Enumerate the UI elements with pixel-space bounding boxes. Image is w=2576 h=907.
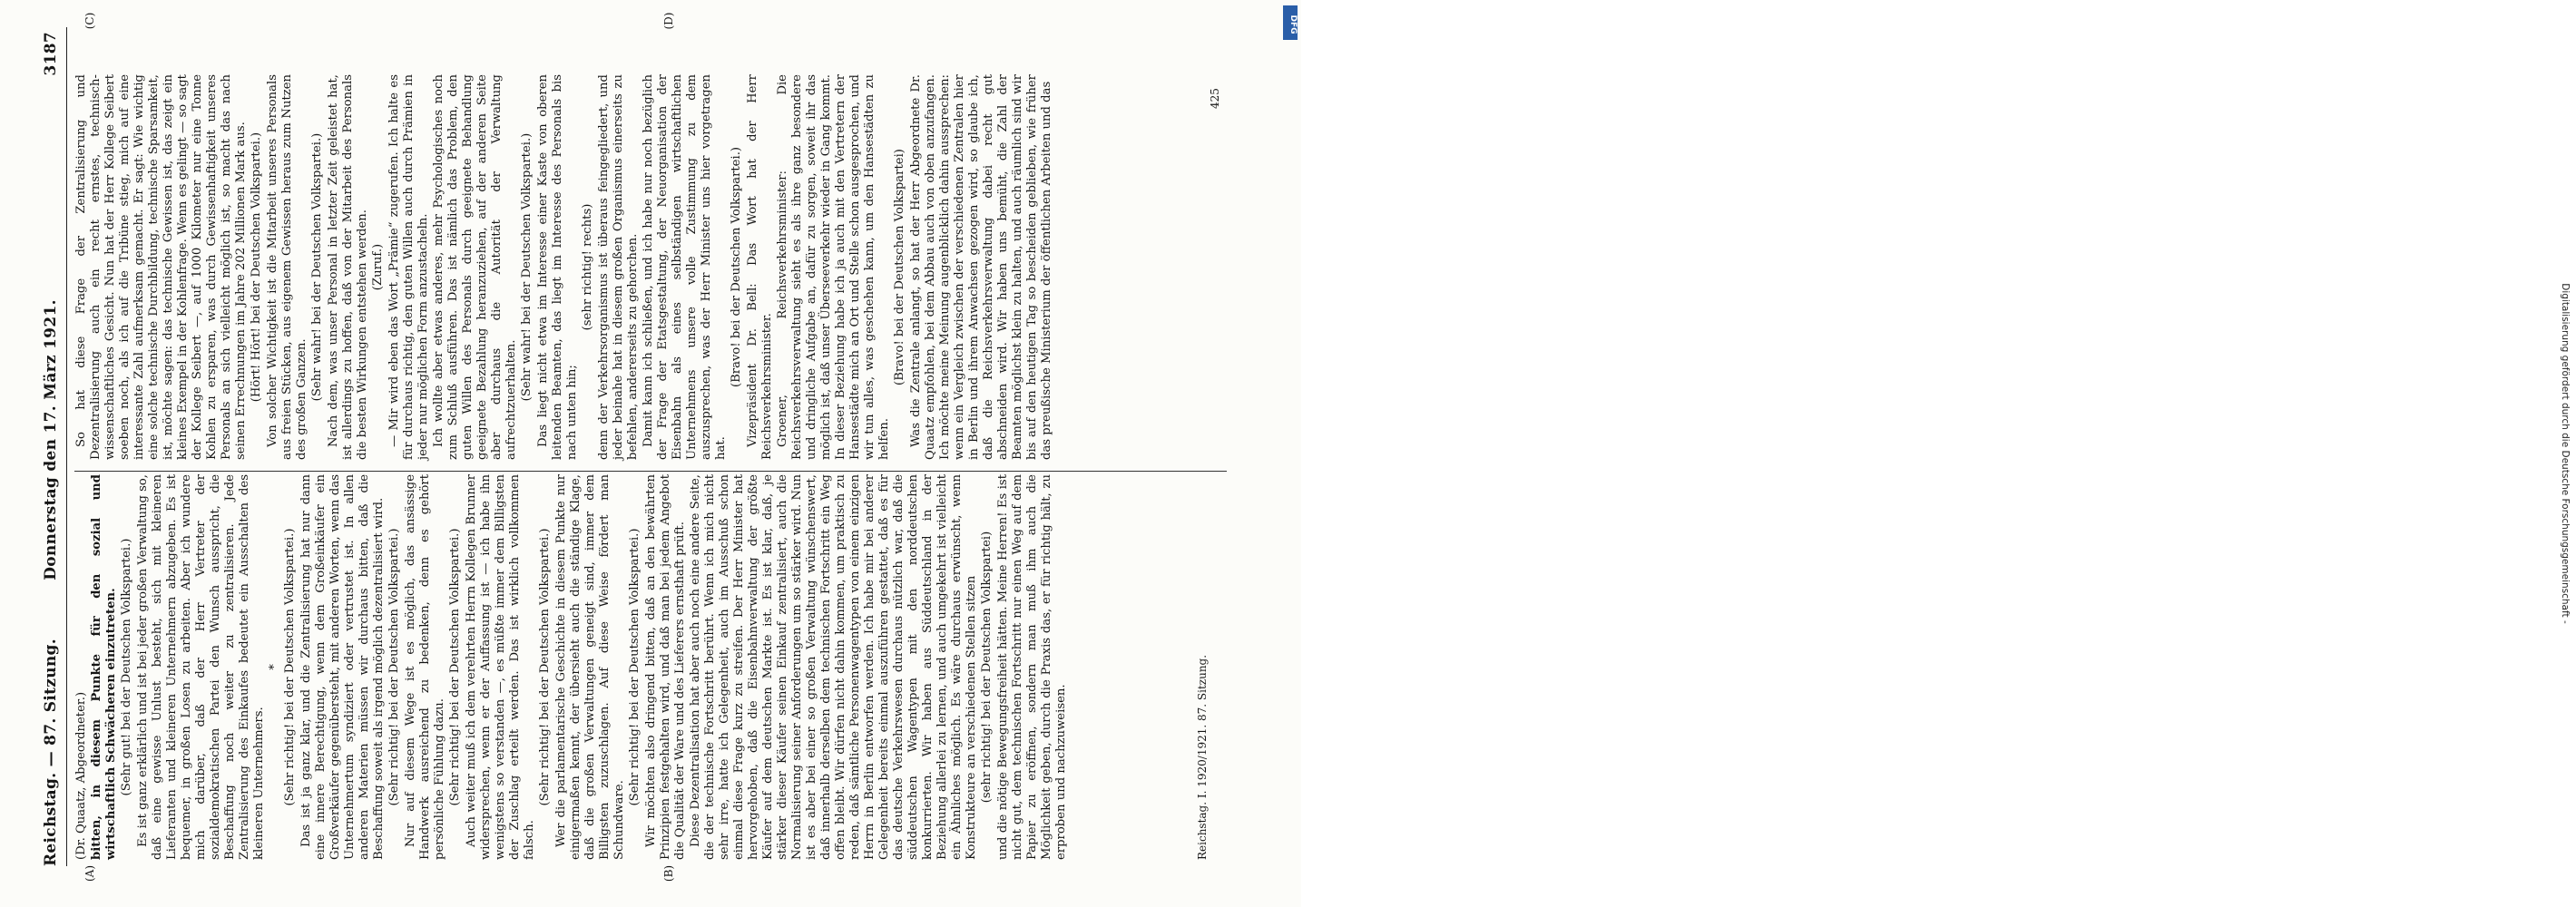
paragraph: Groener, Reichsverkehrsminister: Die Reichsverkehrsverwaltung sieht es als ihre ganz besondere und dringliche Aufgabe an, dafür zu sorgen, soweit ihr das möglich ist, daß unser Überseeverkehr wieder in Gang kommt. In dieser Beziehung habe ich ja auch mit den Vertretern der Hansestädte mich an Ort und Stelle schon ausgesprochen, und wir tun alles, was geschehen kann, um den Hansestädten zu helfen. xyxy=(776,74,891,460)
interjection: (Zuruf.) xyxy=(371,243,385,291)
interjection: (Bravo! bei der Deutschen Volkspartei.) xyxy=(730,146,743,388)
right-column xyxy=(74,74,1227,460)
dfg-logo xyxy=(1283,5,1298,40)
paragraph: Diese Dezentralisation hat aber auch noch eine andere Seite, die der technische Fortschritt berührt. Wenn ich mich nicht sehr irre, hatte ich Gelegenheit, auch im Ausschuß schon einmal diese Frage kurz zu streifen. Der Herr Minister hat hervorgehoben, daß die Eisenbahnverwaltung der größte Käufer auf dem deutschen Markte ist. Es ist klar, daß, je stärker dieser Käufer seinen Einkauf zentralisiert, auch die Normalisierung seiner Anforderungen um so stärker wird. Nun ist es aber bei einer so großen Verwaltung wünschenswert, daß innerhalb derselben dem technischen Fortschritt ein Weg offen bleibt. Wir dürfen nicht dahin kommen, um praktisch zu reden, daß sämtliche Personenwagentypen von einem einzigen Herrn in Berlin entworfen werden. Ich habe mir bei anderer Gelegenheit bereits einmal auszuführen gestattet, daß es für das deutsche Verkehrswesen durchaus nützlich war, daß die süddeutschen Wagentypen mit den norddeutschen konkurrierten. Wir haben aus Süddeutschland in der Beziehung allerlei zu lernen, und auch umgekehrt ist vielleicht ein Ähnliches möglich. Es wäre durchaus erwünscht, wenn Konstrukteure an verschiedenen Stellen sitzen xyxy=(689,474,978,860)
interjection: (Sehr wahr! bei der Deutschen Volkspartei.) xyxy=(310,132,324,402)
rotated-page xyxy=(0,0,1261,907)
paragraph: denn der Verkehrsorganismus ist überaus feingegliedert, und jeder beinahe hat in diesem großen Organismus einerseits zu befehlen, andererseits zu gehorchen. xyxy=(597,74,640,460)
paragraph: Nur auf diesem Wege ist es möglich, das ansässige Handwerk ausreichend zu bedenken, denn es gehört persönliche Fühlung dazu. xyxy=(404,474,446,860)
paragraph: und die nötige Bewegungsfreiheit hätten. Meine Herren! Es ist nicht gut, dem technischen Fortschritt nur einen Weg auf dem Papier zu eröffnen, sondern man muß ihm auch die Möglichkeit geben, durch die Praxis das, er für richtig hält, zu erproben und nachzuweisen. xyxy=(996,474,1068,860)
page-header xyxy=(36,32,64,866)
interjection: (Sehr wahr! bei der Deutschen Volkspartei.) xyxy=(520,132,534,402)
paragraph: Auch weiter muß ich dem verehrten Herrn Kollegen Brunner widersprechen, wenn er der Auffassung ist — ich habe ihn wenigstens so verstanden —, es müßte immer dem Billigsten der Zuschlag erteilt werden. Das ist wirklich vollkommen falsch. xyxy=(465,474,536,860)
paragraph: Vizepräsident Dr. Bell: Das Wort hat der Herr Reichsverkehrsminister. xyxy=(746,74,774,460)
paragraph: Was die Zentrale anlangt, so hat der Herr Abgeordnete Dr. Quaatz empfohlen, bei dem Abbau auch von oben anzufangen. Ich möchte meine Meinung augenblicklich dahin aussprechen: wenn ein Vergleich zwischen der verschiedenen Zentralen hier in Berlin und ihrem Anwachsen gezogen wird, so glaube ich, daß die Reichsverkehrsverwaltung dabei recht gut abschneiden wird. Wir haben uns bemüht, die Zahl der Beamten möglichst klein zu halten, und auch räumlich sind wir bis auf den heutigen Tag so bescheiden geblieben, wie früher das preußische Ministerium der öffentlichen Arbeiten und das xyxy=(909,74,1053,460)
interjection: (Hört! Hört! bei der Deutschen Volkspartei.) xyxy=(250,132,263,403)
header-session: Reichstag. — 87. Sitzung. xyxy=(42,639,60,866)
interjection: (Sehr richtig! bei der Deutschen Volkspartei.) xyxy=(628,528,642,806)
paragraph: Das ist ja ganz klar, und die Zentralisierung hat nur dann eine innere Berechtigung, wenn dem Großeinkäufer ein Großverkäufer gegenübersteht, mit anderen Worten, wenn das Unternehmertum syndiziert oder vertrustet ist. In allen anderen Materien müssen wir durchaus bitten, daß die Beschaffung soweit als irgend möglich dezentralisiert wird. xyxy=(299,474,386,860)
paragraph: Ich wollte aber etwas anderes, mehr Psychologisches noch zum Schluß ausführen. Das ist nämlich das Problem, den guten Willen des Personals durch geeignete Behandlung geeignete Bezahlung heranzuziehen, auf der anderen Seite aber durchaus die Autorität der Verwaltung aufrechtzuerhalten. xyxy=(432,74,518,460)
footer-sheet-number: 425 xyxy=(1209,88,1221,109)
interjection: (Sehr richtig! bei der Deutschen Volkspartei.) xyxy=(538,528,552,806)
paragraph: Nach dem, was unser Personal in letzter Zeit geleistet hat, ist allerdings zu hoffen, daß von der Mitarbeit des Personals die besten Wirkungen entstehen werden. xyxy=(327,74,369,460)
interjection: (Bravo! bei der Deutschen Volkspartei) xyxy=(893,149,906,385)
header-date: Donnerstag den 17. März 1921. xyxy=(42,299,60,580)
footer-signature: Reichstag. I. 1920/1921. 87. Sitzung. xyxy=(1196,654,1209,860)
paragraph: Es ist ganz erklärlich und ist bei jeder großen Verwaltung so, daß eine gewisse Unlust besteht, sich mit kleineren Lieferanten und kleineren Unternehmern abzugeben. Es ist bequemer, in großen Losen zu arbeiten. Aber ich wundere mich darüber, daß der Herr Vertreter der sozialdemokratischen Partei den Wunsch ausspricht, die Beschaffung noch weiter zu zentralisieren. Jede Zentralisierung des Einkaufes bedeutet ein Ausschalten des kleineren Unternehmers. xyxy=(136,474,266,860)
interjection: (sehr richtig! bei der Deutschen Volkspartei) xyxy=(980,531,994,804)
left-column xyxy=(74,474,1186,860)
paragraph: Damit kann ich schließen, und ich habe nur noch bezüglich der Frage der Etatsgestaltung, der Neuorganisation der Eisenbahn als eines selbständigen wirtschaftlichen Unternehmens unsere volle Zustimmung zu dem auszusprechen, was der Herr Minister uns hier vorgetragen hat. xyxy=(642,74,728,460)
margin-mark-d: (D) xyxy=(662,12,675,30)
paragraph: Das liegt nicht etwa im Interesse einer Kaste von oberen leitenden Beamten, das liegt im Interesse des Personals bis nach unten hin; xyxy=(536,74,579,460)
paragraph: So hat diese Frage der Zentralisierung und Dezentralisierung auch ein recht ernstes, technisch-wissenschaftliches Gesicht. Nun hat der Herr Kollege Seibert soeben noch, als ich auf die Tribüne stieg, mich auf eine interessante Zahl aufmerksam gemacht. Er sagt: Wie wichtig eine solche technische Durchbildung, technische Sparsamkeit, ist, möchte sagen: das technische Gewissen ist, das zeigt ein kleines Exempel in der Kohlenfrage. Wenn es gelingt — so sagt der Kollege Seibert —, auf 1000 Kilometer nur eine Tonne Kohlen zu ersparen, was durch Gewissenhaftigkeit unseres Personals an sich vielleicht möglich ist, so macht das nach seinen Errechnungen im Jahre 202 Millionen Mark aus. xyxy=(74,74,248,460)
interjection: (Sehr richtig! bei der Deutschen Volkspartei.) xyxy=(448,528,462,806)
header-page-number: 3187 xyxy=(42,32,60,76)
funding-notice: Digitalisierung gefördert durch die Deutsche Forschungsgemeinschaft - xyxy=(2560,283,2571,624)
margin-mark-a: (A) xyxy=(83,864,96,883)
paragraph: Von solcher Wichtigkeit ist die Mitarbeit unseres Personals aus freien Stücken, aus eigenem Gewissen heraus zum Nutzen des großen Ganzen. xyxy=(266,74,309,460)
header-rule xyxy=(66,27,67,866)
column-separator xyxy=(74,471,1227,472)
margin-mark-b: (B) xyxy=(662,864,675,883)
funding-strip xyxy=(1275,0,2571,907)
paragraph: Wer die parlamentarische Geschichte in diesem Punkte nur einigermaßen kennt, der übersieht auch die ständige Klage, daß die großen Verwaltungen geneigt sind, immer dem Billigsten zuzuschlagen. Auf diese Weise fördert man Schundware. xyxy=(554,474,626,860)
paragraph: bitten, in diesem Punkte für den sozial und wirtschaftlich Schwächeren einzutreten. xyxy=(90,474,118,860)
stray-mark: * xyxy=(268,664,281,670)
margin-mark-c: (C) xyxy=(83,12,96,30)
dfg-logo-text: DFG xyxy=(1288,15,1298,34)
interjection: (sehr richtig! rechts) xyxy=(581,203,594,331)
interjection: (Sehr richtig! bei der Deutschen Volkspartei.) xyxy=(387,528,401,806)
paragraph: Wir möchten also dringend bitten, daß an den bewährten Prinzipien festgehalten wird, und daß man bei jedem Angebot die Qualität der Ware und des Lieferers ernsthaft prüft. xyxy=(644,474,687,860)
paragraph: — Mir wird eben das Wort „Prämie“ zugerufen. Ich halte es für durchaus richtig, den guten Willen auch durch Prämien in jeder nur möglichen Form anzustacheln. xyxy=(387,74,430,460)
interjection: (Sehr richtig! bei der Deutschen Volkspartei.) xyxy=(283,528,297,806)
speaker-line: (Dr. Quaatz, Abgeordneter.) xyxy=(74,691,88,860)
interjection: (Sehr gut! bei der Deutschen Volkspartei.) xyxy=(120,538,133,796)
